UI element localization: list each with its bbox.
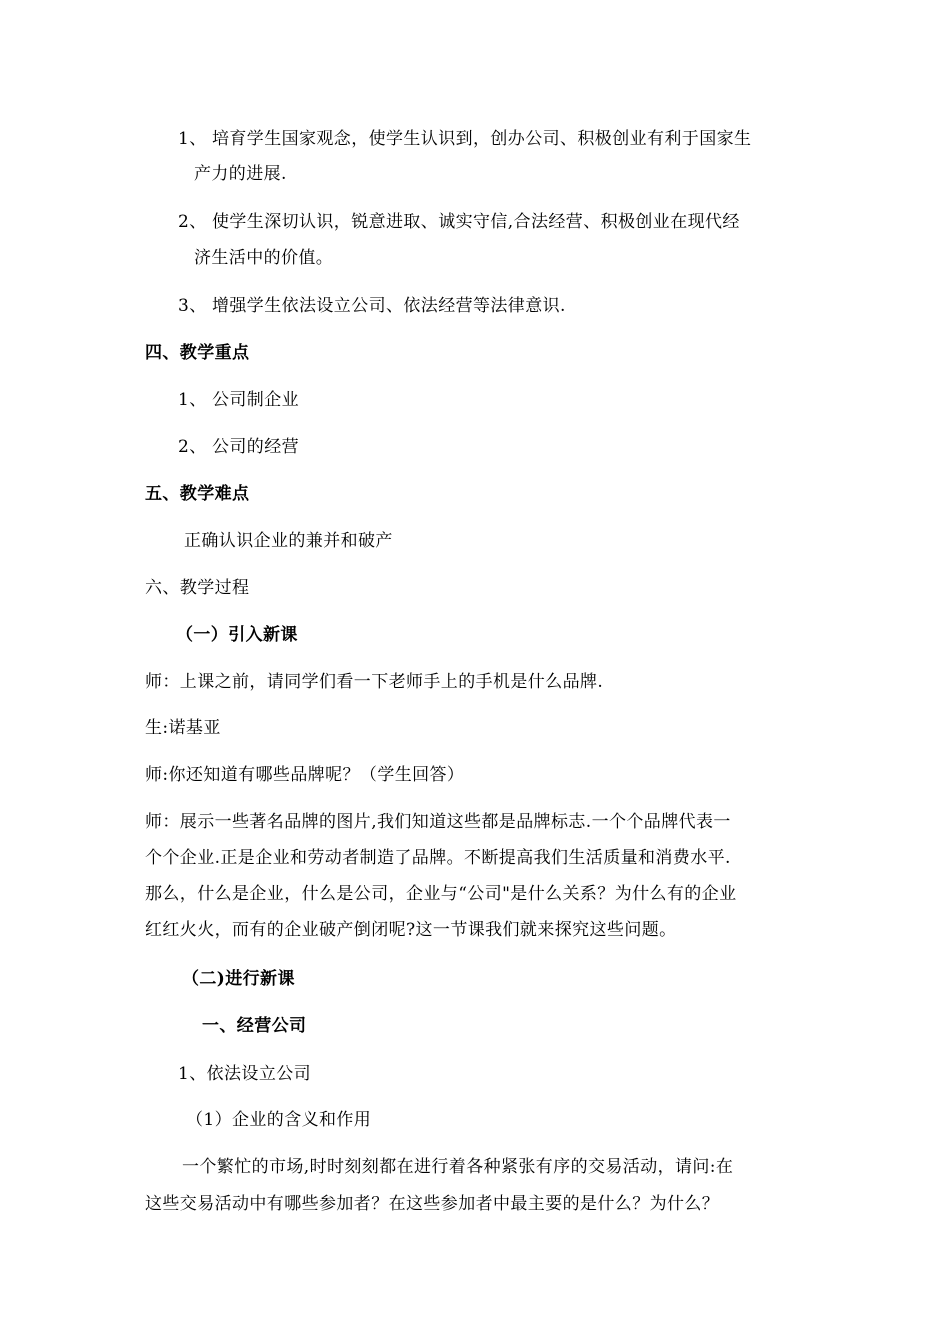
sub-item-number: （1） [186, 1110, 233, 1130]
goal-3-text: 增强学生依法设立公司、依法经营等法律意识. [212, 296, 566, 316]
question-line: 这些交易活动中有哪些参加者？在这些参加者中最主要的是什么？为什么？ [145, 1194, 720, 1214]
key-point-2-text: 公司的经营 [212, 437, 299, 457]
question-line: 一个繁忙的市场,时时刻刻都在进行着各种紧张有序的交易活动，请问:在 [182, 1157, 734, 1177]
section-heading-difficulty: 五、教学难点 [145, 484, 250, 504]
goal-2-number: 2、 [178, 212, 207, 232]
intro-heading: （一）引入新课 [176, 625, 298, 645]
goal-3-number: 3、 [178, 296, 207, 316]
subsection-heading: 1、依法设立公司 [178, 1064, 312, 1084]
goal-1-text-continued: 产力的进展. [194, 164, 287, 184]
key-point-1-text: 公司制企业 [212, 390, 299, 410]
paragraph-line: 那么，什么是企业，什么是公司，企业与“公司"是什么关系？为什么有的企业 [145, 884, 737, 904]
dialogue-line: 师：上课之前，请同学们看一下老师手上的手机是什么品牌. [145, 672, 604, 692]
dialogue-line: 师:你还知道有哪些品牌呢？（学生回答） [145, 765, 465, 785]
section-heading-run-company: 一、经营公司 [202, 1016, 307, 1036]
paragraph-line: 红红火火，而有的企业破产倒闭呢?这一节课我们就来探究这些问题。 [145, 920, 677, 940]
sub-item-text: 企业的含义和作用 [232, 1110, 372, 1130]
difficulty-text: 正确认识企业的兼并和破产 [184, 531, 393, 551]
goal-1-text: 培育学生国家观念，使学生认识到，创办公司、积极创业有利于国家生 [212, 129, 752, 149]
section-heading-key-points: 四、教学重点 [145, 343, 250, 363]
new-lesson-heading: （二)进行新课 [182, 969, 295, 989]
goal-2-text-continued: 济生活中的价值。 [194, 248, 334, 268]
section-heading-process: 六、教学过程 [145, 578, 250, 598]
paragraph-line: 个个企业.正是企业和劳动者制造了品牌。不断提高我们生活质量和消费水平. [145, 848, 731, 868]
paragraph-line: 师：展示一些著名品牌的图片,我们知道这些都是品牌标志.一个个品牌代表一 [145, 812, 731, 832]
dialogue-line: 生:诺基亚 [145, 718, 221, 738]
goal-2-text: 使学生深切认识，锐意进取、诚实守信,合法经营、积极创业在现代经 [212, 212, 740, 232]
key-point-1-number: 1、 [178, 390, 207, 410]
goal-1-number: 1、 [178, 129, 207, 149]
key-point-2-number: 2、 [178, 437, 207, 457]
